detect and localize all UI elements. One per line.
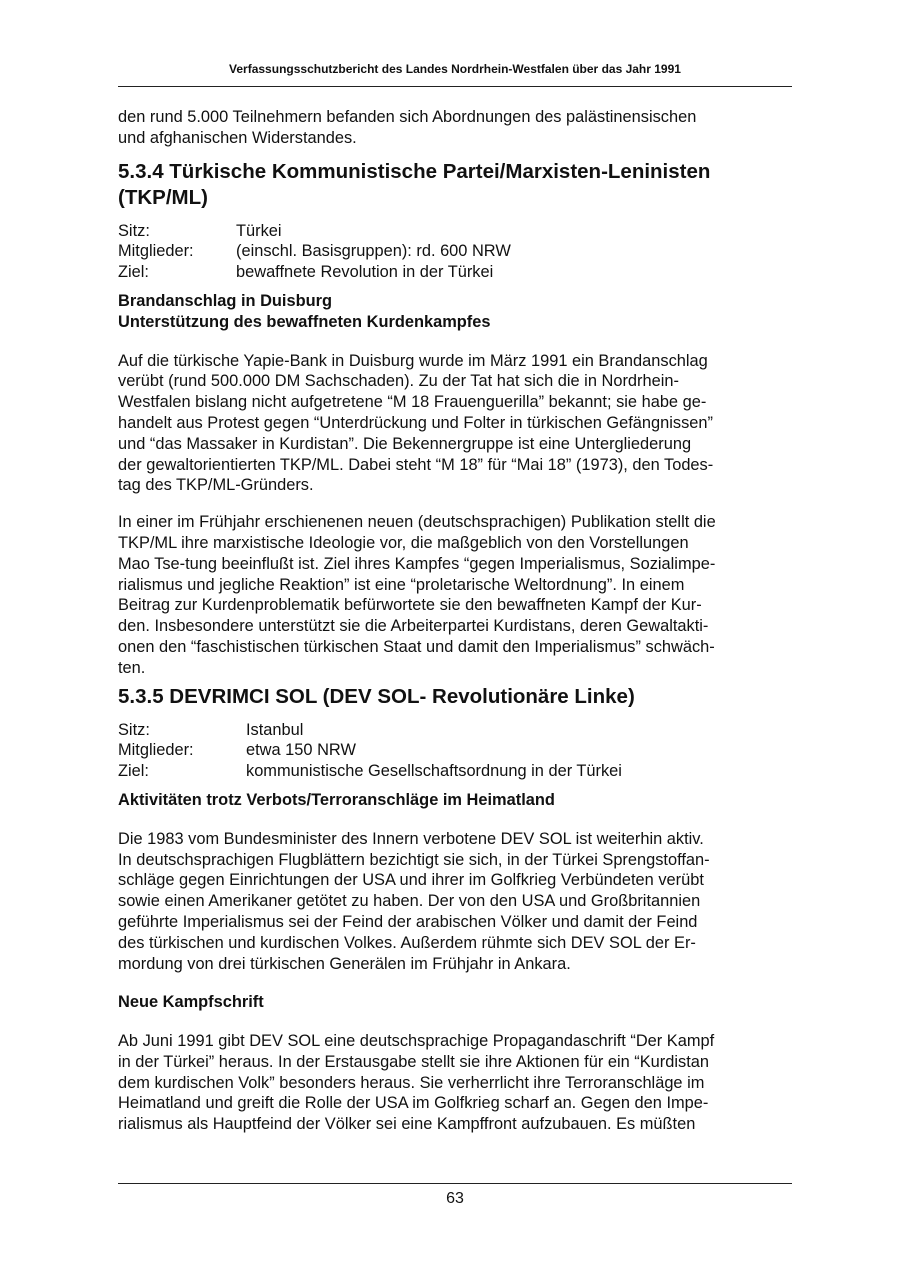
paragraph-534-1: Auf die türkische Yapie-Bank in Duisburg wurde im März 1991 ein Brandanschlag verübt (rund 500.000 DM Sachschaden). Zu der Tat hat sich die in Nordrhein- Westfalen bislang nicht aufgetretene “M 18 Frauenguerilla” bekannt; sie habe ge- handelt aus Protest gegen “Unterdrückung und Folter in türkischen Gefängnissen” und “das Massaker in Kurdistan”. Die Bekennergruppe ist eine Untergliederung der gewaltorientierten TKP/ML. Dabei steht “M 18” für “Mai 18” (1973), den Todes- tag des TKP/ML-Gründers.	[118, 351, 714, 495]
section-heading-535: 5.3.5 DEVRIMCI SOL (DEV SOL- Revolutionäre Linke)	[118, 684, 635, 708]
info-value: etwa 150 NRW	[246, 741, 356, 760]
paragraph-534-2: In einer im Frühjahr erschienenen neuen (deutschsprachigen) Publikation stellt die TKP/ML ihre marxistische Ideologie vor, die maßgeblich von den Vorstellungen Mao Tse-tung beeinflußt ist. Ziel ihres Kampfes “gegen Imperialismus, Sozialimpe- rialismus und jegliche Reaktion” ist eine “proletarische Weltordnung”. In einem Beitrag zur Kurdenproblematik befürwortete sie den bewaffneten Kampf der Kur- den. Insbesondere unterstützt sie die Arbeiterpartei Kurdistans, deren Gewaltakti- onen den “faschistischen türkischen Staat und damit den Imperialismus” schwäch- ten.	[118, 513, 716, 677]
info-row	[118, 262, 792, 283]
subheading-535-2: Neue Kampfschrift	[118, 993, 264, 1012]
info-value: kommunistische Gesellschaftsordnung in der Türkei	[246, 762, 622, 781]
header-divider	[118, 86, 792, 87]
info-table-534	[118, 221, 792, 283]
info-value: Istanbul	[246, 720, 304, 739]
info-key: Sitz:	[118, 720, 150, 739]
subheading-534: Brandanschlag in Duisburg Unterstützung des bewaffneten Kurdenkampfes	[118, 291, 491, 331]
intro-paragraph: den rund 5.000 Teilnehmern befanden sich Abordnungen des palästinensischen und afghanischen Widerstandes.	[118, 108, 697, 147]
info-key: Mitglieder:	[118, 741, 194, 760]
info-value: bewaffnete Revolution in der Türkei	[236, 263, 494, 282]
section-heading-534: 5.3.4 Türkische Kommunistische Partei/Marxisten-Leninisten (TKP/ML)	[118, 159, 711, 209]
paragraph-535-2: Ab Juni 1991 gibt DEV SOL eine deutschsprachige Propagandaschrift “Der Kampf in der Türkei” heraus. In der Erstausgabe stellt sie ihre Aktionen für ein “Kurdistan dem kurdischen Volk” besonders heraus. Sie verherrlicht ihre Terroranschläge im Heimatland und greift die Rolle der USA im Golfkrieg scharf an. Gegen den Impe- rialismus als Hauptfeind der Völker sei eine Kampffront aufzubauen. Es müßten	[118, 1032, 715, 1134]
info-key: Mitglieder:	[118, 242, 194, 261]
info-row	[118, 740, 792, 761]
running-header: Verfassungsschutzbericht des Landes Nordrhein-Westfalen über das Jahr 1991	[229, 62, 681, 76]
page-number: 63	[446, 1190, 464, 1207]
info-key: Ziel:	[118, 762, 149, 781]
paragraph-535-1: Die 1983 vom Bundesminister des Innern verbotene DEV SOL ist weiterhin aktiv. In deutschsprachigen Flugblättern bezichtigt sie sich, in der Türkei Sprengstoffan- schläge gegen Einrichtungen der USA und ihrer im Golfkrieg Verbündeten verübt sowie einen Amerikaner getötet zu haben. Der von den USA und Großbritannien geführte Imperialismus sei der Feind der arabischen Völker und damit der Feind des türkischen und kurdischen Volkes. Außerdem rühmte sich DEV SOL der Er- mordung von drei türkischen Generälen im Frühjahr in Ankara.	[118, 829, 710, 973]
page-body	[118, 107, 792, 1135]
footer-divider	[118, 1183, 792, 1184]
info-row	[118, 221, 792, 242]
subheading-535-1: Aktivitäten trotz Verbots/Terroranschläge im Heimatland	[118, 790, 555, 809]
info-value: (einschl. Basisgruppen): rd. 600 NRW	[236, 242, 511, 261]
info-table-535	[118, 720, 792, 782]
info-row	[118, 720, 792, 741]
info-row	[118, 761, 792, 782]
info-key: Sitz:	[118, 221, 150, 240]
info-key: Ziel:	[118, 263, 149, 282]
info-value: Türkei	[236, 221, 282, 240]
info-row	[118, 241, 792, 262]
